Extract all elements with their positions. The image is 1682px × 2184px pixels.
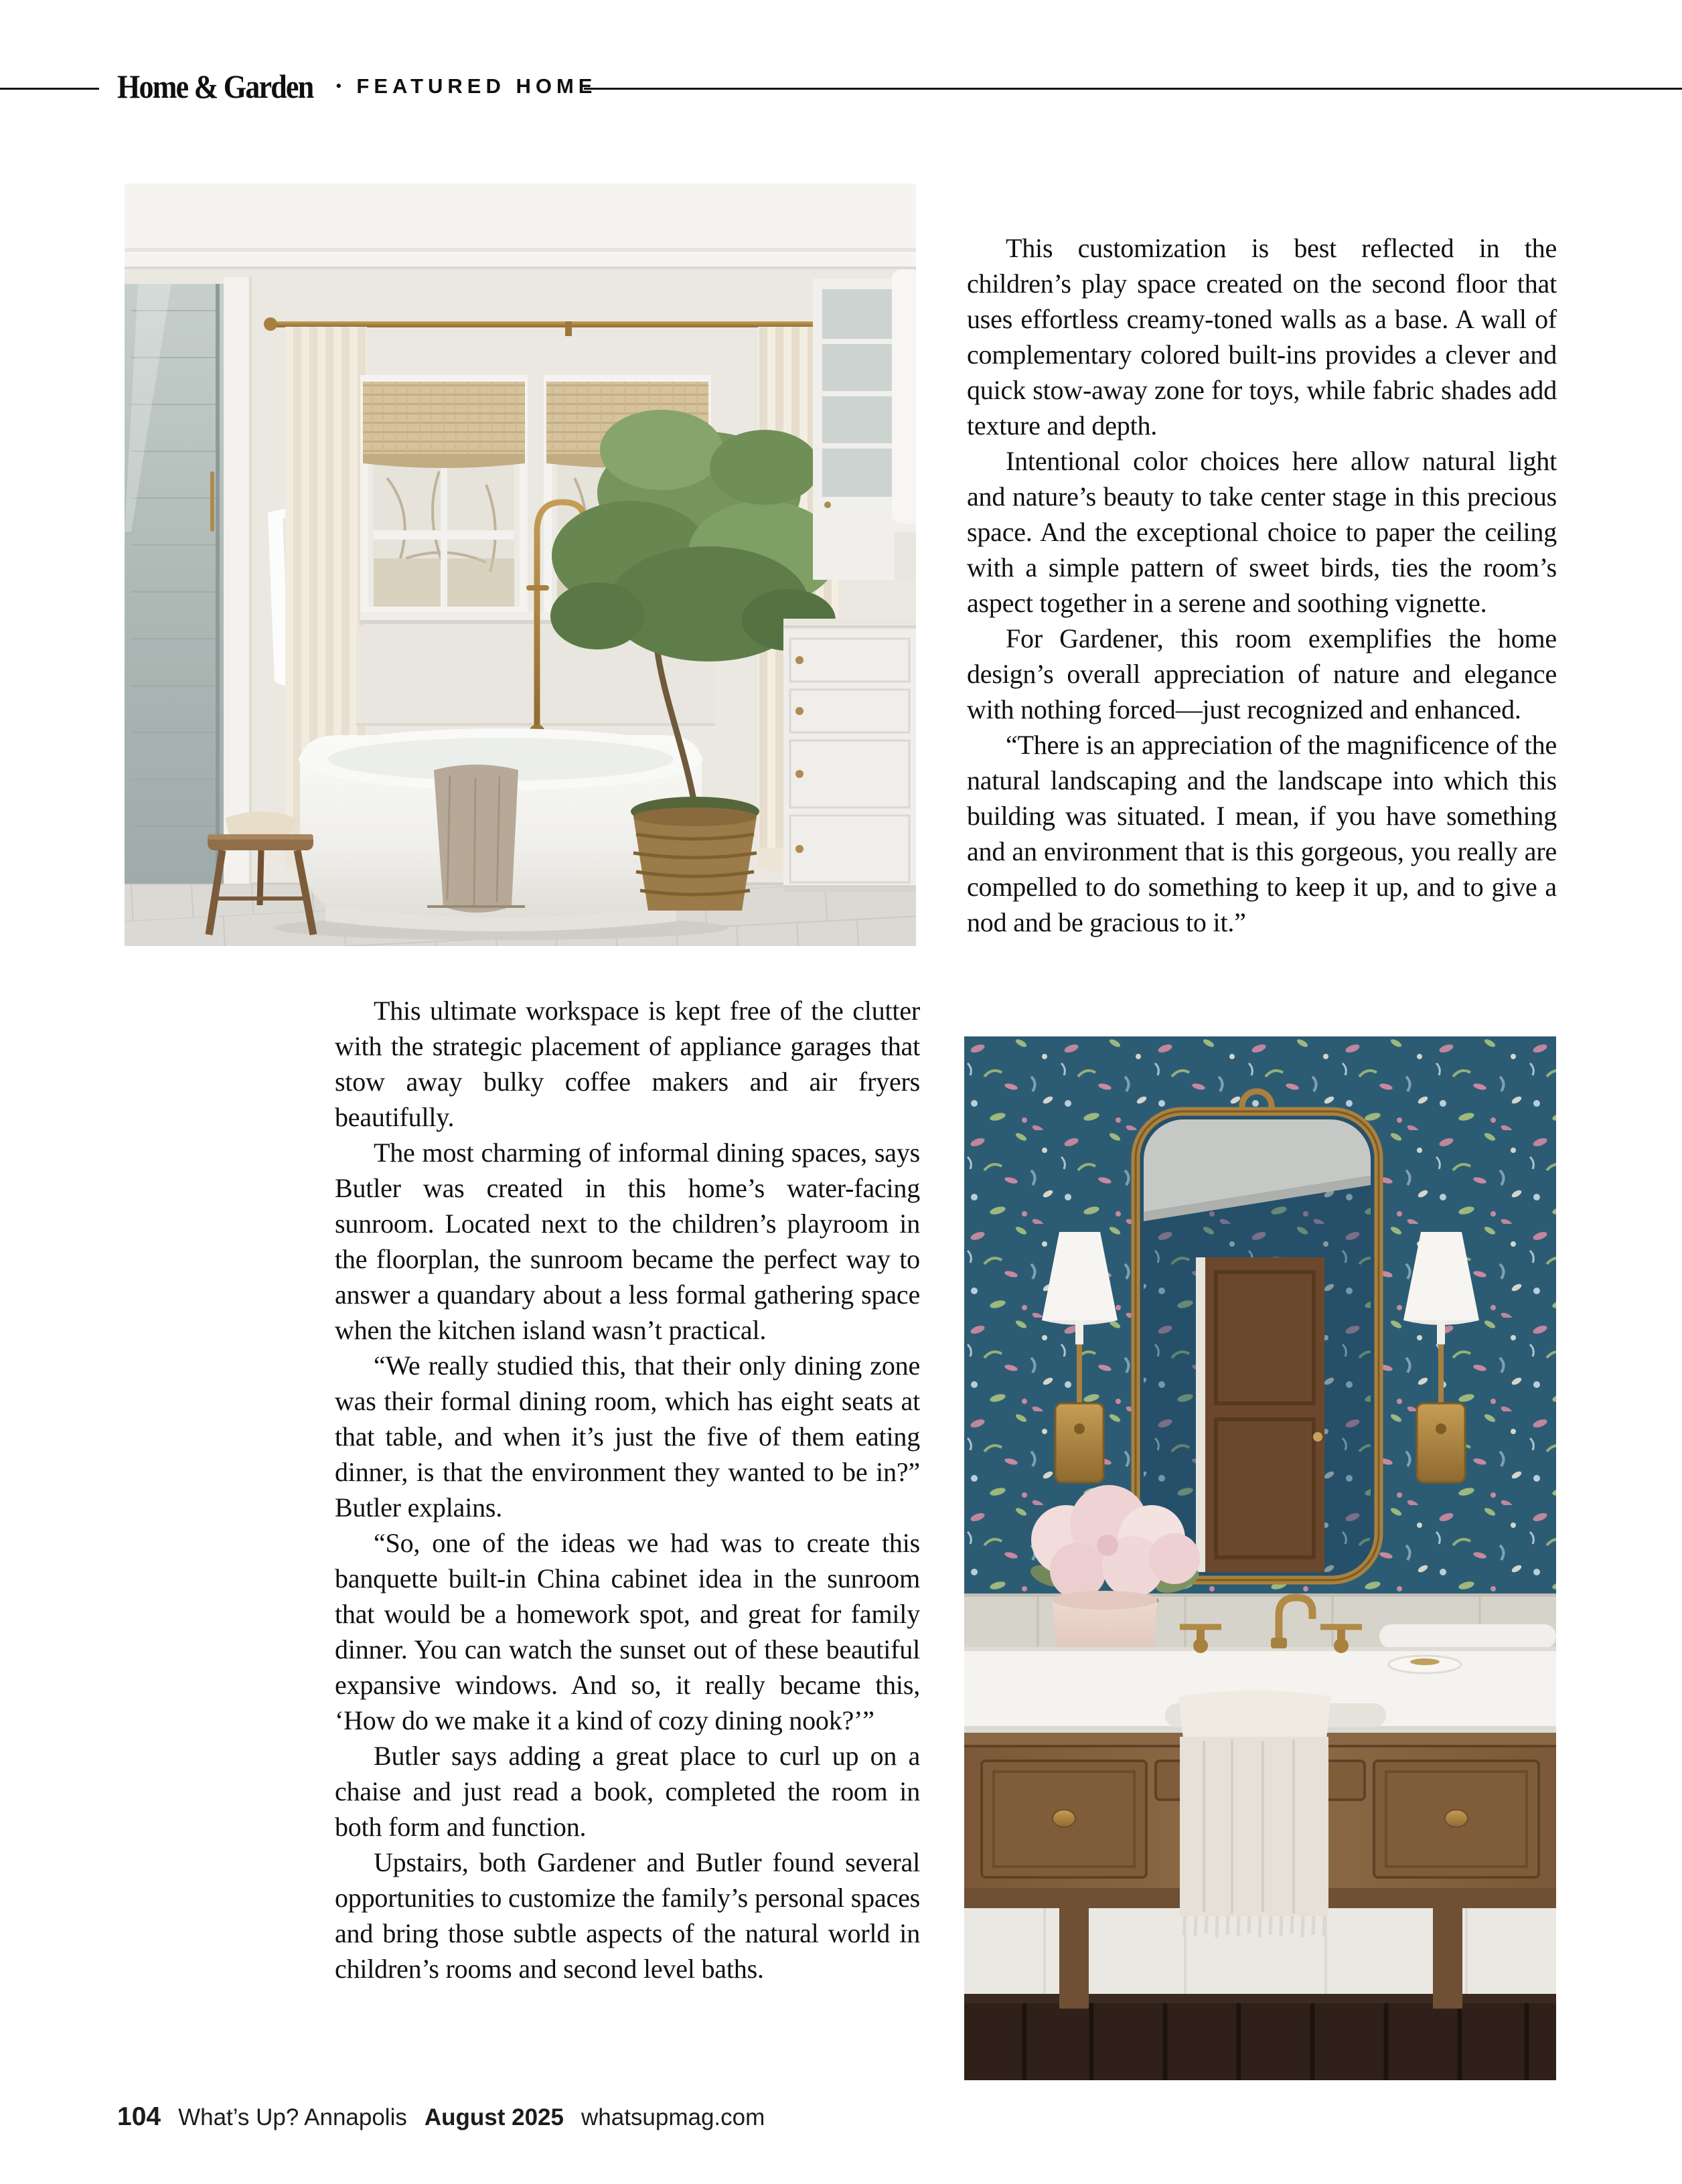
- paragraph: Upstairs, both Gardener and Butler found several opportunities to customize the family’s personal spaces and bring those subtle aspects of the natural world in children’s rooms and second level baths.: [335, 1847, 920, 1984]
- magazine-name: What’s Up? Annapolis: [178, 2104, 407, 2130]
- powder-room-photo: [964, 1036, 1556, 2080]
- paragraph: This customization is best reflected in the children’s play space created on the second floor that uses effortless creamy-toned walls as a base. A wall of complementary colored built-ins provides a clever and quick stow-away zone for toys, while fabric shades add texture and depth.: [967, 233, 1557, 441]
- issue-date: August 2025: [424, 2104, 564, 2130]
- header-rule-left: [0, 88, 99, 90]
- section-title: Home & Garden: [117, 68, 313, 105]
- header-rule-right: [584, 88, 1682, 90]
- paragraph: “So, one of the ideas we had was to create this banquette built-in China cabinet idea in the sunroom that would be a homework spot, and great for family dinner. You can watch the sunset out of these beautiful expansive windows. And so, it really became this, ‘How do we make it a kind of cozy dining nook?’”: [335, 1528, 920, 1735]
- paragraph: For Gardener, this room exemplifies the home design’s overall appreciation of nature and elegance with nothing forced—just recognized and enhanced.: [967, 623, 1557, 724]
- page-footer: [117, 2102, 765, 2132]
- masthead: [117, 66, 597, 107]
- page-number: 104: [117, 2102, 161, 2131]
- website-url: whatsupmag.com: [581, 2104, 765, 2130]
- paragraph: Butler says adding a great place to curl up on a chaise and just read a book, completed the room in both form and function.: [335, 1741, 920, 1842]
- paragraph: “We really studied this, that their only dining zone was their formal dining room, which has eight seats at that table, and when it’s just the five of them eating dinner, is that the environment they wanted to be in?” Butler explains.: [335, 1350, 920, 1523]
- paragraph: “There is an appreciation of the magnificence of the natural landscaping and the landscape into which this building was situated. I mean, if you have something and an environment that is this gorgeous, you really are compelled to do something to keep it up, and to give a nod and be gracious to it.”: [967, 730, 1557, 937]
- section-separator-dot: •: [335, 76, 342, 96]
- paragraph: Intentional color choices here allow natural light and nature’s beauty to take center stage in this precious space. And the exceptional choice to paper the ceiling with a simple pattern of sweet birds, ties the room’s aspect together in a serene and soothing vignette.: [967, 446, 1557, 618]
- master-bath-photo: [125, 183, 916, 946]
- paragraph: This ultimate workspace is kept free of the clutter with the strategic placement of appliance garages that stow away bulky coffee makers and air fryers beautifully.: [335, 996, 920, 1132]
- feature-label: FEATURED HOME: [356, 74, 597, 98]
- right-text-column: [967, 230, 1557, 940]
- left-text-column: [335, 993, 920, 1986]
- paragraph: The most charming of informal dining spaces, says Butler was created in this home’s water-facing sunroom. Located next to the children’s playroom in the floorplan, the sunroom became the perfect way to answer a quandary about a less formal gathering space when the kitchen island wasn’t practical.: [335, 1138, 920, 1345]
